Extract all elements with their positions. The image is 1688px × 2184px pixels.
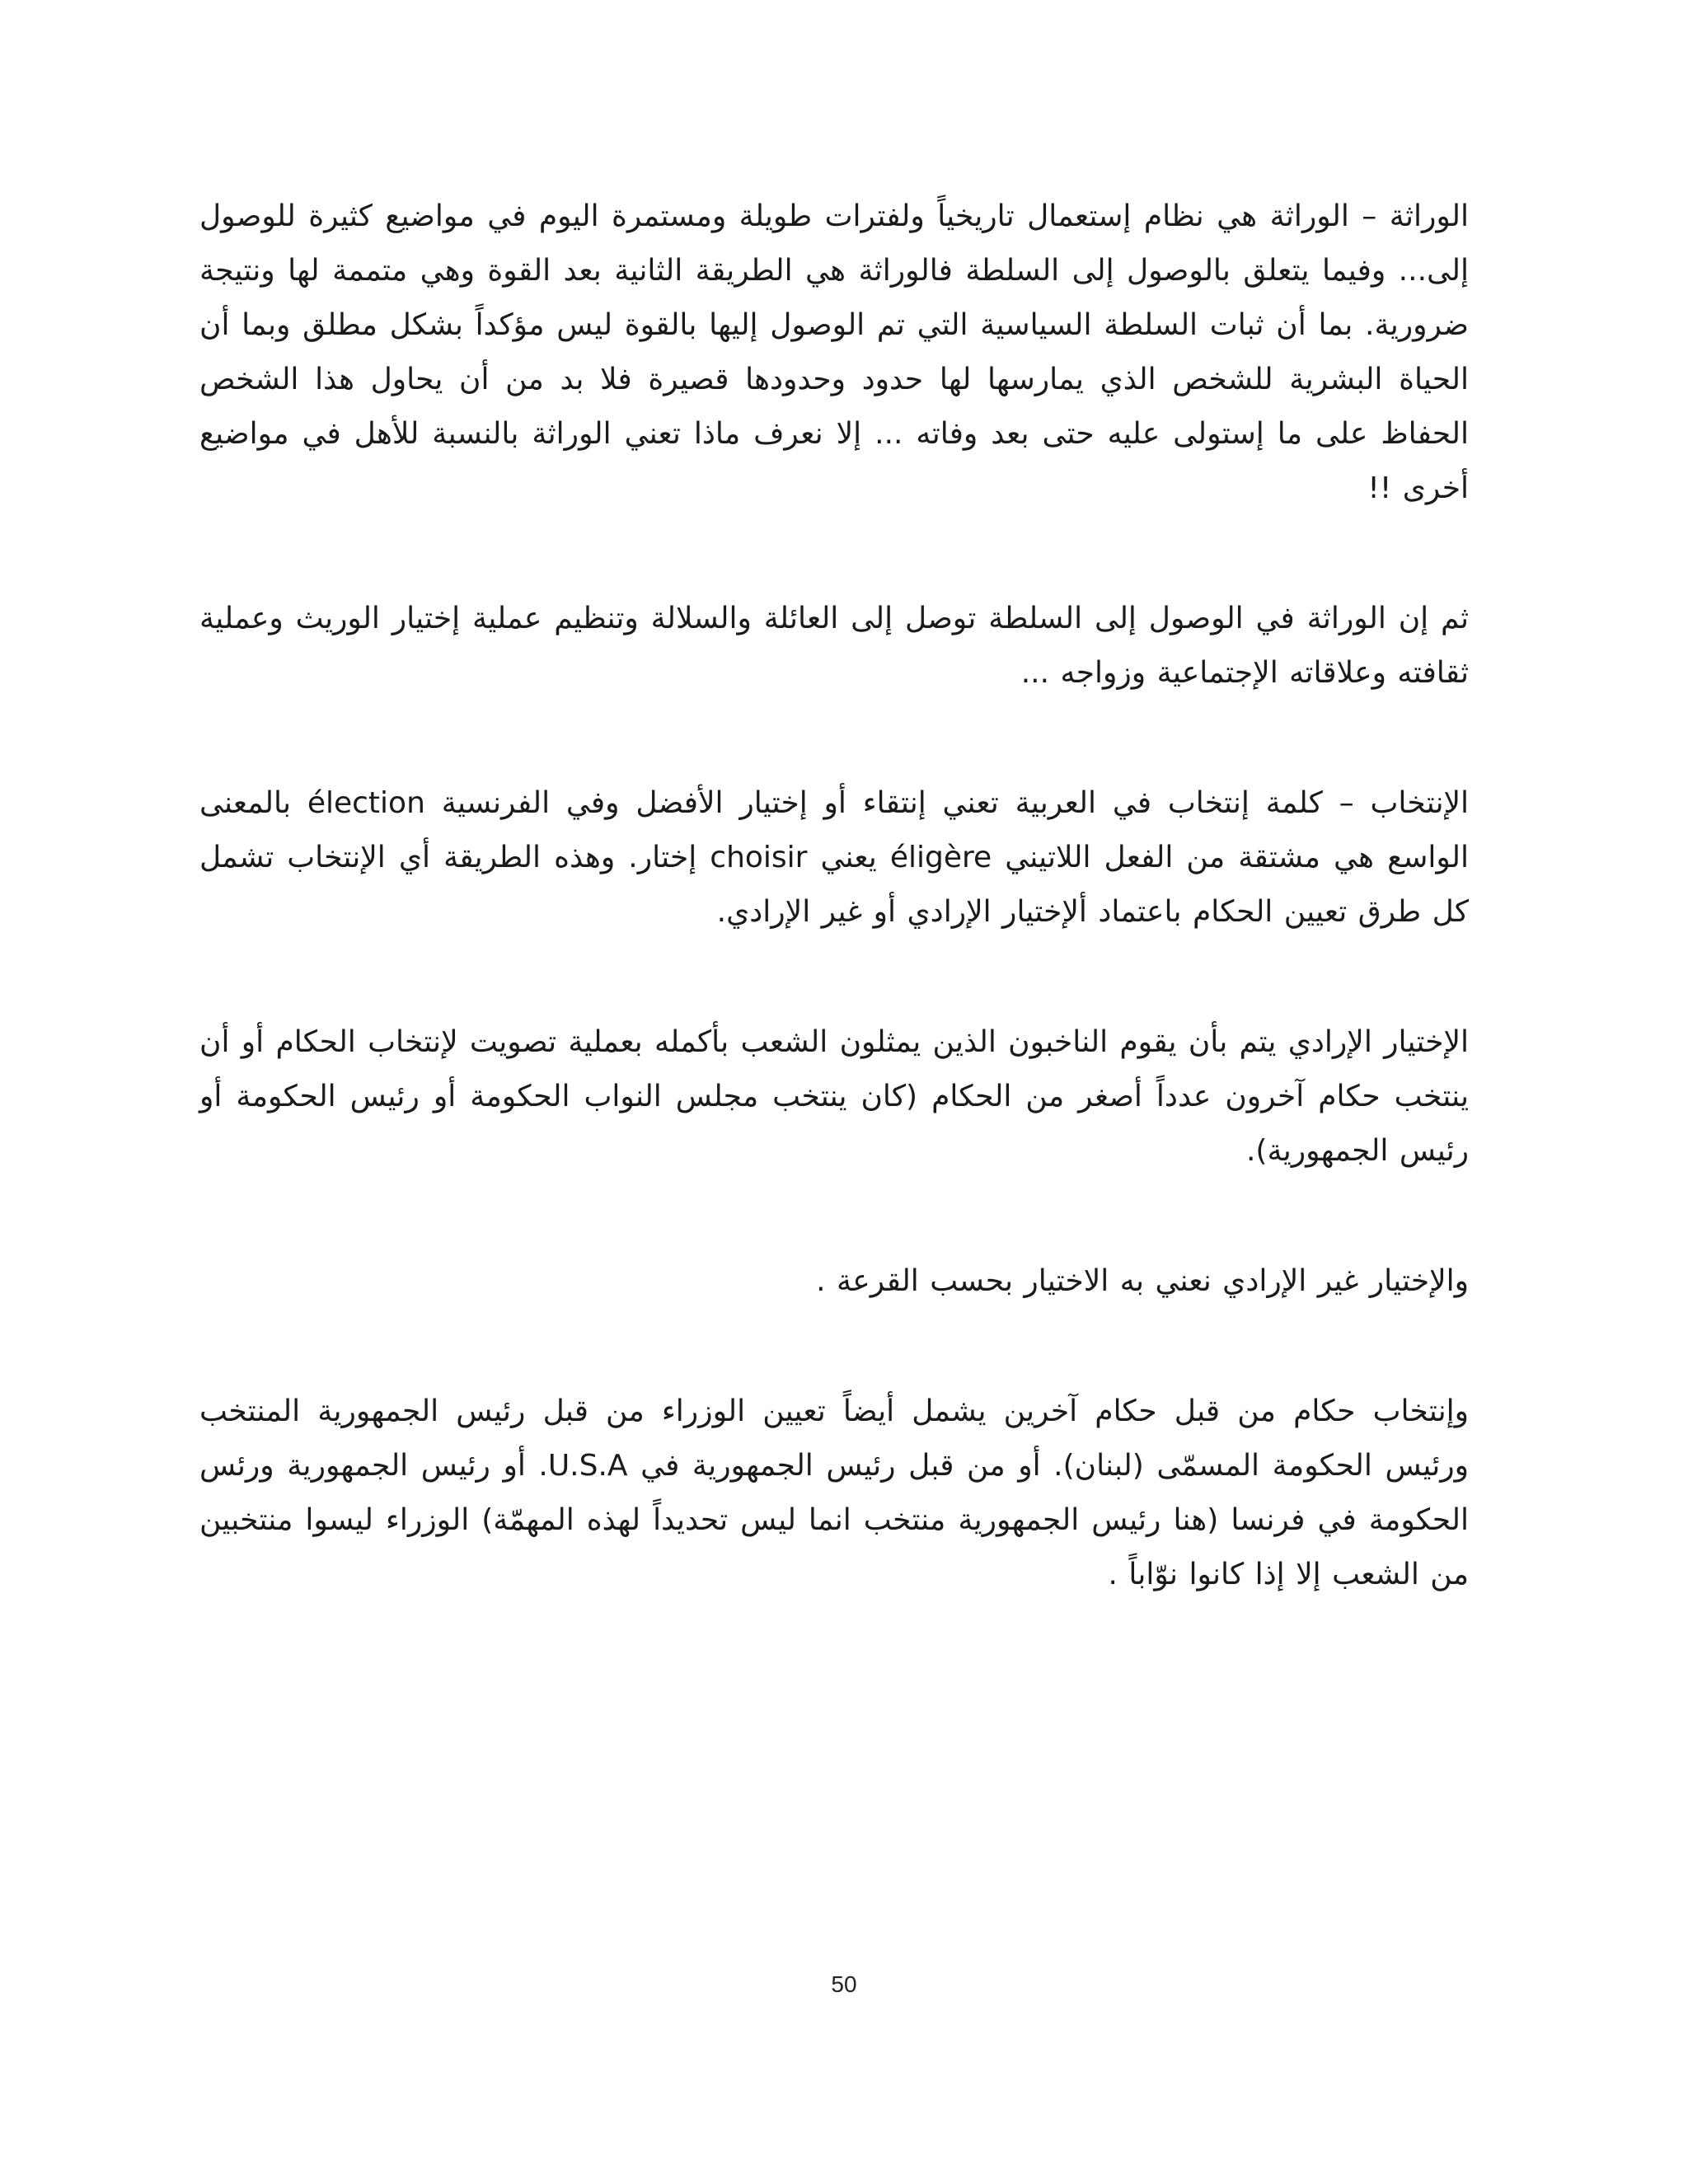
page-body xyxy=(199,190,1469,1602)
paragraph-heredity: الوراثة – الوراثة هي نظام إستعمال تاريخياً ولفترات طويلة ومستمرة اليوم في مواضيع كثيرة للوصول إلى... وفيما يتعلق بالوصول إلى السلطة فالوراثة هي الطريقة الثانية بعد القوة وهي متممة لها ونتيجة ضرورية. بما أن ثبات السلطة السياسية التي تم الوصول إليها بالقوة ليس مؤكداً بشكل مطلق وبما أن الحياة البشرية للشخص الذي يمارسها لها حدود وحدودها قصيرة فلا بد من أن يحاول هذا الشخص الحفاظ على ما إستولى عليه حتى بعد وفاته ... إلا نعرف ماذا تعني الوراثة بالنسبة للأهل في مواضيع أخرى !! xyxy=(199,199,1469,505)
paragraph-appointment-of-ministers: وإنتخاب حكام من قبل حكام آخرين يشمل أيضاً تعيين الوزراء من قبل رئيس الجمهورية المنتخب ورئيس الحكومة المسمّى (لبنان). أو من قبل رئيس الجمهورية في U.S.A. أو رئيس الجمهورية ورئس الحكومة في فرنسا (هنا رئيس الجمهورية منتخب انما ليس تحديداً لهذه المهمّة) الوزراء ليسوا منتخبين من الشعب إلا إذا كانوا نوّاباً . xyxy=(199,1394,1469,1591)
paragraph-involuntary-choice: والإختيار غير الإرادي نعني به الاختيار بحسب القرعة . xyxy=(816,1264,1469,1298)
page-number: 50 xyxy=(831,1971,857,1997)
paragraph-election-definition: الإنتخاب – كلمة إنتخاب في العربية تعني إنتقاء أو إختيار الأفضل وفي الفرنسية élection بالمعنى الواسع هي مشتقة من الفعل اللاتيني éligère يعني choisir إختار. وهذه الطريقة أي الإنتخاب تشمل كل طرق تعيين الحكام باعتماد ألإختيار الإرادي أو غير الإرادي. xyxy=(199,786,1470,929)
paragraph-heredity-succession: ثم إن الوراثة في الوصول إلى السلطة توصل إلى العائلة والسلالة وتنظيم عملية إختيار الوريث وعملية ثقافته وعلاقاته الإجتماعية وزواجه ... xyxy=(199,602,1469,690)
paragraph-voluntary-choice: الإختيار الإرادي يتم بأن يقوم الناخبون الذين يمثلون الشعب بأكمله بعملية تصويت لإنتخاب الحكام أو أن ينتخب حكام آخرون عدداً أصغر من الحكام (كان ينتخب مجلس النواب الحكومة أو رئيس الحكومة أو رئيس الجمهورية). xyxy=(199,1025,1469,1168)
